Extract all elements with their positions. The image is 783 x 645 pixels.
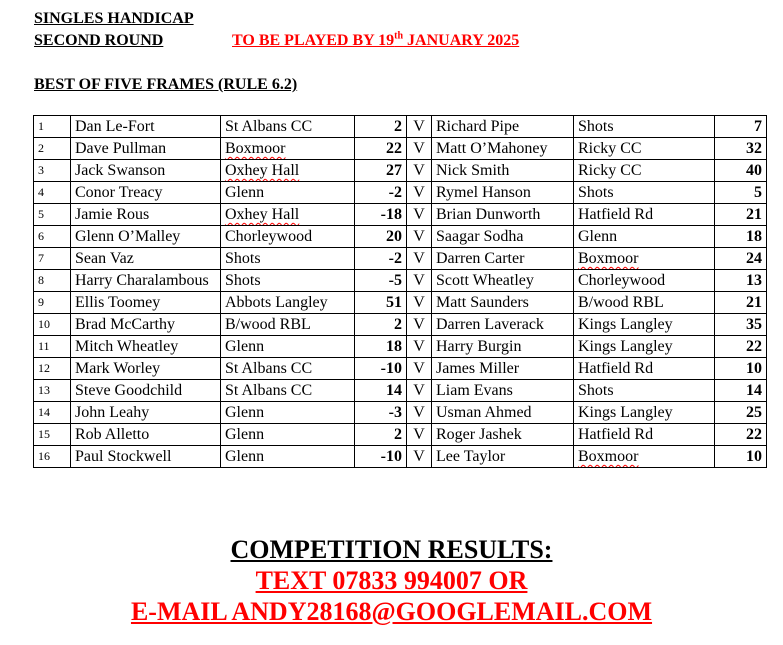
home-handicap-text: 18 [386, 338, 402, 355]
home-handicap-text: -10 [380, 360, 402, 377]
home-handicap-text: -2 [388, 184, 402, 201]
away-player-text: James Miller [436, 360, 520, 377]
home-club-text: Glenn [225, 404, 265, 421]
fixture-row [34, 204, 767, 226]
home-club [221, 248, 355, 270]
versus-text: V [413, 206, 425, 223]
home-club-text: St Albans CC [225, 382, 313, 399]
versus-label [407, 402, 432, 424]
home-club-text: Glenn [225, 338, 265, 355]
away-player [432, 380, 574, 402]
versus-text: V [413, 272, 425, 289]
home-player [71, 402, 221, 424]
home-handicap [355, 116, 407, 138]
home-club [221, 424, 355, 446]
away-club [574, 380, 715, 402]
home-handicap-text: -18 [380, 206, 402, 223]
away-handicap [715, 314, 767, 336]
home-club-text: St Albans CC [225, 118, 313, 135]
fixture-number [34, 292, 71, 314]
fixture-row [34, 182, 767, 204]
away-player [432, 248, 574, 270]
versus-label [407, 314, 432, 336]
home-handicap [355, 160, 407, 182]
home-player-text: Paul Stockwell [75, 448, 172, 465]
home-club [221, 138, 355, 160]
away-club [574, 204, 715, 226]
home-player-text: Glenn O’Malley [75, 228, 181, 245]
away-club-text: Shots [578, 184, 614, 201]
home-player-text: Rob Alletto [75, 426, 150, 443]
away-player-text: Matt Saunders [436, 294, 529, 311]
versus-text: V [413, 184, 425, 201]
away-club [574, 358, 715, 380]
home-club-text: Oxhey Hall [225, 162, 300, 179]
home-handicap [355, 204, 407, 226]
away-player [432, 336, 574, 358]
away-handicap-text: 32 [746, 140, 762, 157]
away-club [574, 270, 715, 292]
versus-label [407, 424, 432, 446]
format-rule: (RULE 6.2) [214, 76, 298, 93]
versus-text: V [413, 118, 425, 135]
fixture-number [34, 380, 71, 402]
away-club-text: Boxmoor [578, 448, 639, 465]
away-club-text: Hatfield Rd [578, 360, 654, 377]
away-handicap [715, 160, 767, 182]
home-player-text: Brad McCarthy [75, 316, 175, 333]
versus-label [407, 292, 432, 314]
away-club-text: Hatfield Rd [578, 206, 654, 223]
fixture-row [34, 116, 767, 138]
away-player [432, 270, 574, 292]
home-handicap-text: 2 [394, 118, 402, 135]
versus-text: V [413, 316, 425, 333]
versus-label [407, 446, 432, 468]
away-player [432, 204, 574, 226]
away-player [432, 402, 574, 424]
home-player-text: John Leahy [75, 404, 150, 421]
away-club [574, 116, 715, 138]
home-club-text: Chorleywood [225, 228, 313, 245]
away-player [432, 138, 574, 160]
format-heading [34, 76, 297, 94]
away-player-text: Nick Smith [436, 162, 510, 179]
away-club-text: Chorleywood [578, 272, 666, 289]
fixture-number [34, 424, 71, 446]
fixture-row [34, 248, 767, 270]
home-player-text: Conor Treacy [75, 184, 163, 201]
home-club [221, 446, 355, 468]
fixture-number-text: 12 [38, 361, 50, 375]
home-player [71, 204, 221, 226]
fixture-number [34, 182, 71, 204]
fixture-row [34, 138, 767, 160]
home-handicap-text: 14 [386, 382, 402, 399]
away-player-text: Scott Wheatley [436, 272, 534, 289]
away-player [432, 182, 574, 204]
away-player [432, 160, 574, 182]
away-club-text: Ricky CC [578, 140, 642, 157]
home-club [221, 182, 355, 204]
versus-text: V [413, 426, 425, 443]
home-club [221, 270, 355, 292]
away-club [574, 446, 715, 468]
home-player-text: Sean Vaz [75, 250, 134, 267]
away-player-text: Darren Laverack [436, 316, 544, 333]
away-player-text: Darren Carter [436, 250, 525, 267]
versus-label [407, 270, 432, 292]
away-handicap-text: 18 [746, 228, 762, 245]
fixture-number [34, 138, 71, 160]
home-player-text: Steve Goodchild [75, 382, 183, 399]
away-player-text: Rymel Hanson [436, 184, 531, 201]
fixtures-table [33, 115, 767, 468]
fixture-number-text: 14 [38, 405, 50, 419]
home-handicap [355, 182, 407, 204]
fixture-number-text: 5 [38, 207, 44, 221]
fixture-row [34, 314, 767, 336]
away-club-text: Ricky CC [578, 162, 642, 179]
home-handicap-text: -10 [380, 448, 402, 465]
away-handicap-text: 5 [754, 184, 762, 201]
away-handicap [715, 182, 767, 204]
away-player [432, 314, 574, 336]
away-handicap [715, 358, 767, 380]
away-club [574, 248, 715, 270]
home-player [71, 424, 221, 446]
away-handicap [715, 226, 767, 248]
away-player [432, 116, 574, 138]
fixture-number [34, 204, 71, 226]
versus-label [407, 116, 432, 138]
home-handicap [355, 336, 407, 358]
home-player-text: Dan Le-Fort [75, 118, 155, 135]
versus-label [407, 248, 432, 270]
away-player-text: Harry Burgin [436, 338, 522, 355]
away-player [432, 292, 574, 314]
fixture-number [34, 446, 71, 468]
home-club-text: Glenn [225, 448, 265, 465]
fixture-row [34, 402, 767, 424]
away-club [574, 402, 715, 424]
home-player [71, 270, 221, 292]
home-handicap-text: -5 [388, 272, 402, 289]
away-handicap-text: 35 [746, 316, 762, 333]
away-handicap-text: 25 [746, 404, 762, 421]
home-handicap-text: 27 [386, 162, 402, 179]
home-handicap-text: -2 [388, 250, 402, 267]
home-handicap [355, 226, 407, 248]
away-handicap [715, 270, 767, 292]
away-player-text: Liam Evans [436, 382, 513, 399]
away-player-text: Roger Jashek [436, 426, 522, 443]
home-club-text: B/wood RBL [225, 316, 311, 333]
away-player-text: Lee Taylor [436, 448, 506, 465]
versus-label [407, 204, 432, 226]
fixture-number-text: 1 [38, 119, 44, 133]
home-handicap-text: -3 [388, 404, 402, 421]
away-club [574, 424, 715, 446]
home-club-text: Boxmoor [225, 140, 286, 157]
home-club [221, 336, 355, 358]
home-club [221, 116, 355, 138]
away-handicap [715, 116, 767, 138]
away-club-text: Glenn [578, 228, 618, 245]
versus-label [407, 226, 432, 248]
fixture-row [34, 380, 767, 402]
away-handicap-text: 14 [746, 382, 762, 399]
away-club [574, 292, 715, 314]
fixture-row [34, 424, 767, 446]
home-club-text: Abbots Langley [225, 294, 328, 311]
home-club [221, 160, 355, 182]
fixture-number-text: 16 [38, 449, 50, 463]
away-club [574, 336, 715, 358]
away-handicap-text: 21 [746, 294, 762, 311]
home-club-text: St Albans CC [225, 360, 313, 377]
away-handicap-text: 22 [746, 426, 762, 443]
home-player-text: Dave Pullman [75, 140, 167, 157]
home-handicap-text: 2 [394, 426, 402, 443]
fixture-number-text: 2 [38, 141, 44, 155]
versus-text: V [413, 162, 425, 179]
fixture-number-text: 4 [38, 185, 44, 199]
home-handicap [355, 402, 407, 424]
home-club [221, 402, 355, 424]
fixture-number [34, 314, 71, 336]
fixture-number-text: 11 [38, 339, 50, 353]
home-player-text: Jack Swanson [75, 162, 166, 179]
fixture-row [34, 226, 767, 248]
away-player-text: Saagar Sodha [436, 228, 524, 245]
home-player [71, 116, 221, 138]
home-player-text: Harry Charalambous [75, 272, 209, 289]
away-club-text: Kings Langley [578, 316, 673, 333]
away-club-text: Kings Langley [578, 404, 673, 421]
home-player [71, 226, 221, 248]
fixture-number [34, 116, 71, 138]
home-player [71, 160, 221, 182]
home-handicap [355, 314, 407, 336]
results-text-number: TEXT 07833 994007 OR [255, 566, 528, 595]
home-handicap [355, 292, 407, 314]
competition-results-heading: COMPETITION RESULTS: [230, 535, 553, 564]
results-email-address: E-MAIL ANDY28168@GOOGLEMAIL.COM [130, 597, 653, 626]
title-second-round: SECOND ROUND [34, 32, 164, 49]
deadline-prefix: TO BE PLAYED BY 19 [232, 32, 395, 49]
away-club-text: Hatfield Rd [578, 426, 654, 443]
home-player [71, 292, 221, 314]
away-player-text: Usman Ahmed [436, 404, 532, 421]
fixture-number-text: 13 [38, 383, 50, 397]
home-player-text: Mark Worley [75, 360, 161, 377]
home-player [71, 336, 221, 358]
versus-label [407, 336, 432, 358]
versus-text: V [413, 228, 425, 245]
versus-text: V [413, 382, 425, 399]
home-player [71, 358, 221, 380]
home-player [71, 446, 221, 468]
fixture-number-text: 3 [38, 163, 44, 177]
away-club-text: Shots [578, 382, 614, 399]
fixture-row [34, 160, 767, 182]
home-club [221, 314, 355, 336]
versus-label [407, 138, 432, 160]
away-handicap [715, 446, 767, 468]
versus-label [407, 182, 432, 204]
away-handicap [715, 248, 767, 270]
home-player-text: Jamie Rous [75, 206, 150, 223]
away-handicap-text: 13 [746, 272, 762, 289]
home-handicap [355, 380, 407, 402]
home-club [221, 358, 355, 380]
versus-text: V [413, 448, 425, 465]
home-player [71, 138, 221, 160]
home-club-text: Shots [225, 272, 261, 289]
home-club-text: Glenn [225, 184, 265, 201]
away-handicap-text: 22 [746, 338, 762, 355]
away-handicap [715, 292, 767, 314]
versus-text: V [413, 404, 425, 421]
home-handicap-text: 51 [386, 294, 402, 311]
versus-label [407, 160, 432, 182]
home-handicap [355, 270, 407, 292]
home-handicap-text: 22 [386, 140, 402, 157]
away-club [574, 314, 715, 336]
home-player-text: Mitch Wheatley [75, 338, 179, 355]
away-club-text: B/wood RBL [578, 294, 664, 311]
home-handicap [355, 446, 407, 468]
away-player [432, 446, 574, 468]
format-label: BEST OF FIVE FRAMES [34, 76, 215, 93]
away-club [574, 182, 715, 204]
home-handicap [355, 138, 407, 160]
away-handicap-text: 24 [746, 250, 762, 267]
fixture-number-text: 7 [38, 251, 44, 265]
fixture-number [34, 248, 71, 270]
fixture-number [34, 402, 71, 424]
fixture-row [34, 358, 767, 380]
fixture-number [34, 226, 71, 248]
away-handicap-text: 7 [754, 118, 762, 135]
versus-text: V [413, 140, 425, 157]
home-club [221, 292, 355, 314]
away-handicap [715, 336, 767, 358]
versus-label [407, 380, 432, 402]
away-handicap [715, 402, 767, 424]
fixture-number-text: 8 [38, 273, 44, 287]
fixture-number-text: 15 [38, 427, 50, 441]
deadline-ordinal: th [394, 30, 404, 42]
fixture-number [34, 358, 71, 380]
home-handicap-text: 20 [386, 228, 402, 245]
home-club [221, 380, 355, 402]
fixtures-body [34, 116, 767, 468]
versus-text: V [413, 360, 425, 377]
home-player [71, 248, 221, 270]
fixture-number [34, 160, 71, 182]
home-player-text: Ellis Toomey [75, 294, 161, 311]
fixture-number-text: 9 [38, 295, 44, 309]
away-handicap-text: 40 [746, 162, 762, 179]
away-handicap [715, 424, 767, 446]
home-player [71, 182, 221, 204]
home-club-text: Oxhey Hall [225, 206, 300, 223]
home-club [221, 204, 355, 226]
home-handicap [355, 248, 407, 270]
home-player [71, 314, 221, 336]
away-handicap [715, 204, 767, 226]
versus-text: V [413, 294, 425, 311]
away-handicap [715, 380, 767, 402]
away-player-text: Matt O’Mahoney [436, 140, 548, 157]
away-player-text: Richard Pipe [436, 118, 520, 135]
fixture-number [34, 336, 71, 358]
away-club-text: Kings Langley [578, 338, 673, 355]
versus-text: V [413, 250, 425, 267]
away-club-text: Boxmoor [578, 250, 639, 267]
fixture-number-text: 6 [38, 229, 44, 243]
fixture-row [34, 336, 767, 358]
away-club [574, 160, 715, 182]
away-handicap-text: 10 [746, 448, 762, 465]
away-player-text: Brian Dunworth [436, 206, 541, 223]
fixture-row [34, 292, 767, 314]
deadline-notice [232, 32, 519, 50]
fixture-row [34, 446, 767, 468]
versus-text: V [413, 338, 425, 355]
away-club-text: Shots [578, 118, 614, 135]
versus-label [407, 358, 432, 380]
home-handicap-text: 2 [394, 316, 402, 333]
home-handicap [355, 424, 407, 446]
away-handicap [715, 138, 767, 160]
fixture-number [34, 270, 71, 292]
fixture-number-text: 10 [38, 317, 50, 331]
away-player [432, 424, 574, 446]
title-singles-handicap: SINGLES HANDICAP [34, 10, 194, 27]
away-player [432, 226, 574, 248]
away-club [574, 226, 715, 248]
away-club [574, 138, 715, 160]
away-handicap-text: 21 [746, 206, 762, 223]
away-handicap-text: 10 [746, 360, 762, 377]
home-player [71, 380, 221, 402]
home-club [221, 226, 355, 248]
home-club-text: Shots [225, 250, 261, 267]
home-club-text: Glenn [225, 426, 265, 443]
deadline-suffix: JANUARY 2025 [403, 32, 520, 49]
fixture-row [34, 270, 767, 292]
away-player [432, 358, 574, 380]
home-handicap [355, 358, 407, 380]
